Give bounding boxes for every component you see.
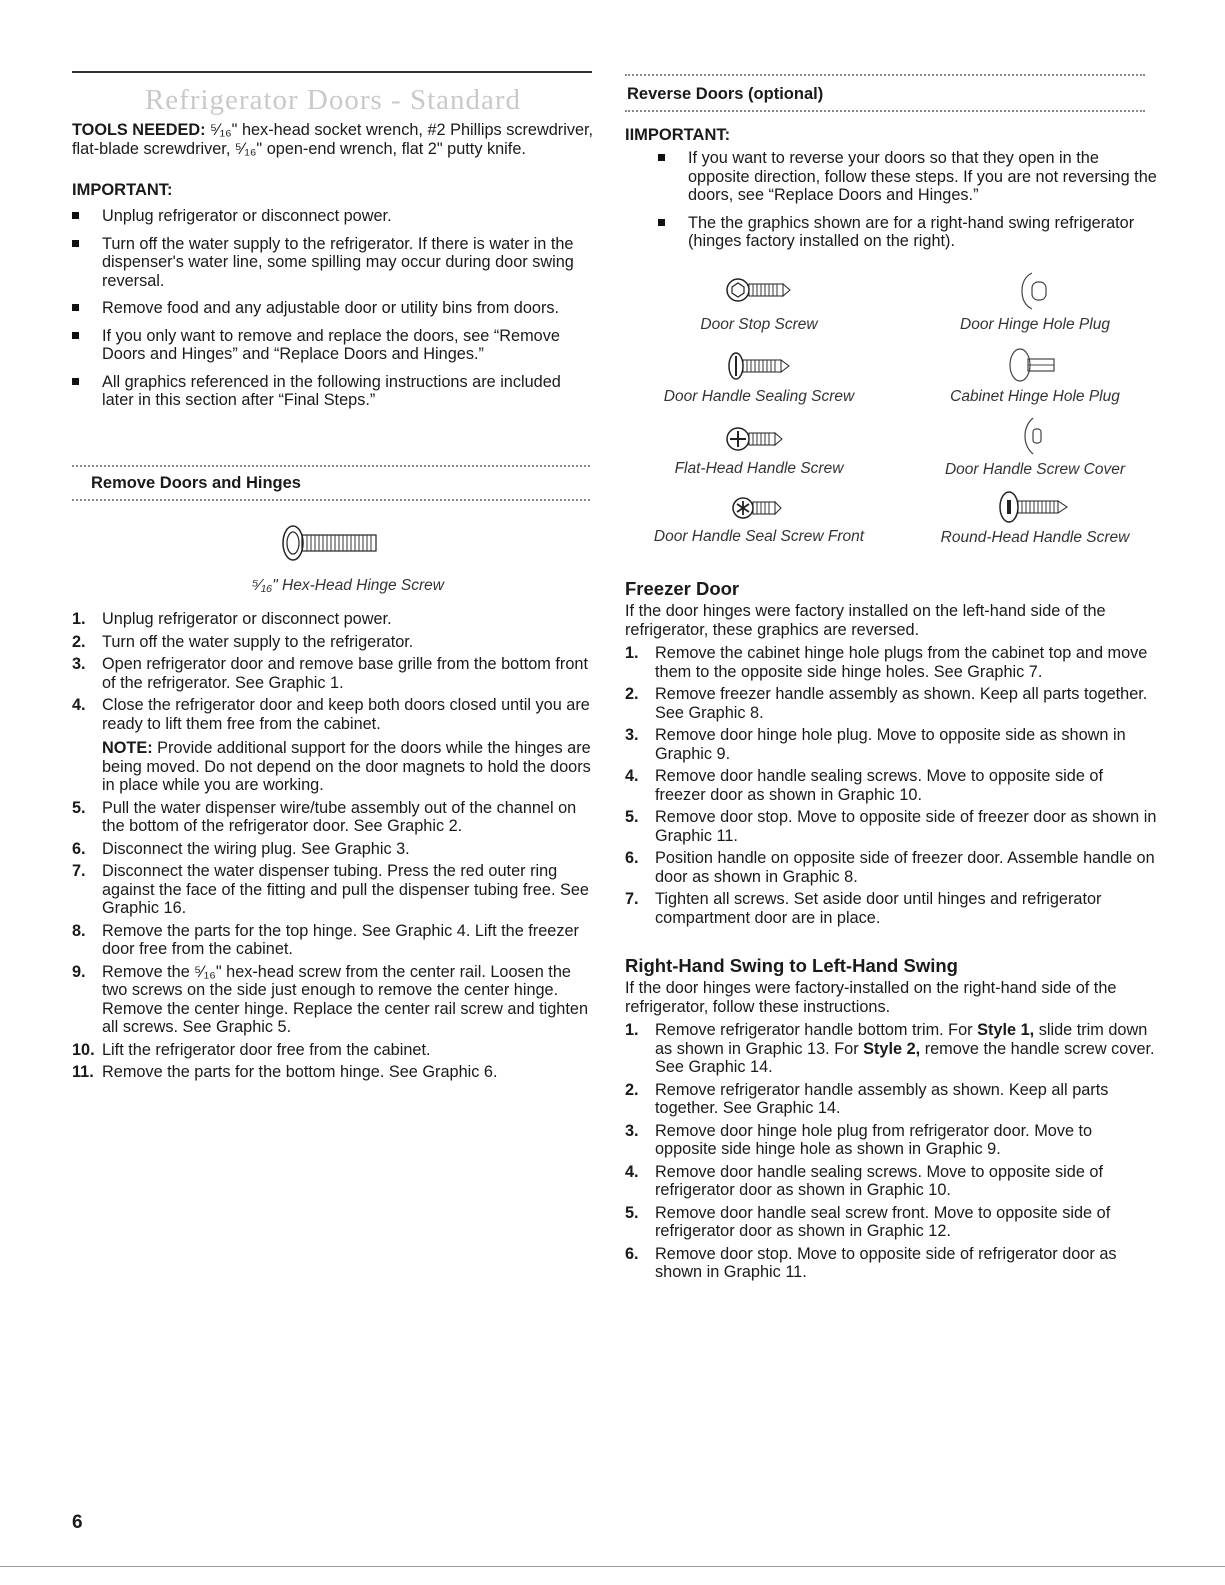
step-item: 5. Pull the water dispenser wire/tube assembly out of the channel on the bottom of the refrigerator door. See Graphic 2.: [72, 798, 577, 835]
list-item: If you only want to remove and replace the doors, see “Remove Doors and Hinges” and “Replace Doors and Hinges.”: [72, 327, 594, 364]
door-handle-seal-screw-front-icon: [729, 490, 789, 526]
step-item: 4. Remove door handle sealing screws. Move to opposite side of refrigerator door as shown in Graphic 10.: [625, 1162, 1103, 1199]
section-rule: [625, 74, 1145, 76]
step-item: 10. Lift the refrigerator door free from the cabinet.: [72, 1040, 431, 1059]
hardware-item: Door Stop Screw: [639, 270, 879, 334]
note: NOTE: Provide additional support for the doors while the hinges are being moved. Do not depend on the door magnets to hold the doors in place while you are working.: [102, 739, 591, 794]
tools-needed: [72, 121, 594, 158]
remove-doors-steps: [72, 610, 594, 1086]
door-stop-screw-icon: [724, 270, 794, 310]
bottom-rule: [0, 1566, 1225, 1567]
step-item: 1. Remove refrigerator handle bottom trim. For Style 1, slide trim down as shown in Graphic 13. For Style 2, remove the handle screw cover. See Graphic 14.: [625, 1021, 1155, 1076]
door-handle-sealing-screw-icon: [724, 348, 794, 384]
list-item: Turn off the water supply to the refrigerator. If there is water in the dispenser's water line, some spilling may occur during door swing reversal.: [72, 235, 594, 291]
important-heading: IMPORTANT:: [72, 181, 173, 199]
step-item: 4. Remove door handle sealing screws. Move to opposite side of freezer door as shown in Graphic 10.: [625, 767, 1103, 804]
freezer-door-heading: Freezer Door: [625, 578, 740, 599]
tools-label: TOOLS NEEDED:: [72, 121, 206, 139]
step-item: 11. Remove the parts for the bottom hinge. See Graphic 6.: [72, 1063, 498, 1081]
cabinet-hinge-hole-plug-icon: [1000, 346, 1070, 384]
door-handle-screw-cover-icon: [1015, 415, 1055, 457]
list-item: If you want to reverse your doors so that they open in the opposite direction, follow these steps. If you are not reversing the doors, see “Replace Doors and Hinges.”: [658, 149, 1158, 205]
step-item: 9. Remove the ⁵⁄₁₆" hex-head screw from the center rail. Loosen the two screws on the side just enough to remove the center hinge. Remove the center hinge. Replace the center rail screw and tighten all screws. See Graphic 5.: [72, 962, 588, 1036]
door-hinge-hole-plug-icon: [1010, 270, 1060, 312]
hardware-item: Door Handle Sealing Screw: [639, 348, 879, 406]
step-item: 6. Disconnect the wiring plug. See Graphic 3.: [72, 839, 410, 858]
flat-head-handle-screw-icon: [724, 420, 794, 458]
hinge-screw-figure: [72, 521, 594, 595]
bullet-icon: [658, 154, 665, 161]
step-item: 2. Remove refrigerator handle assembly as shown. Keep all parts together. See Graphic 14.: [625, 1080, 1109, 1117]
step-item: 5. Remove door handle seal screw front. Move to opposite side of refrigerator door as shown in Graphic 12.: [625, 1203, 1111, 1240]
step-item: 2. Turn off the water supply to the refrigerator.: [72, 632, 414, 651]
step-item: 1. Remove the cabinet hinge hole plugs from the cabinet top and move them to the opposite side hinge holes. See Graphic 7.: [625, 644, 1148, 681]
hardware-item: Flat-Head Handle Screw: [639, 420, 879, 478]
rh-to-lh-heading: Right-Hand Swing to Left-Hand Swing: [625, 955, 958, 976]
rh-to-lh-steps: [625, 1021, 1157, 1286]
bullet-icon: [72, 212, 79, 219]
important-heading: IIMPORTANT:: [625, 126, 731, 144]
step-item: 2. Remove freezer handle assembly as shown. Keep all parts together. See Graphic 8.: [625, 685, 1148, 722]
page-number: 6: [72, 1512, 83, 1533]
important-list: [72, 207, 594, 419]
step-item: 3. Remove door hinge hole plug from refrigerator door. Move to opposite side hinge hole as shown in Graphic 9.: [625, 1121, 1093, 1158]
hardware-item: Door Handle Seal Screw Front: [639, 490, 879, 546]
reverse-important-list: [658, 149, 1158, 260]
step-item: 1. Unplug refrigerator or disconnect power.: [72, 610, 392, 628]
section-rule: [625, 110, 1145, 112]
list-item: The the graphics shown are for a right-hand swing refrigerator (hinges factory installed on the right).: [658, 214, 1158, 251]
step-item: 6. Position handle on opposite side of freezer door. Assemble handle on door as shown in Graphic 8.: [625, 849, 1155, 886]
step-item: 7. Disconnect the water dispenser tubing. Press the red outer ring against the face of the fitting and pull the dispenser tubing free. See Graphic 16.: [72, 862, 589, 917]
hardware-item: Cabinet Hinge Hole Plug: [915, 346, 1155, 406]
hex-head-hinge-screw-icon: [280, 521, 380, 565]
tools-text: ⁵⁄₁₆" hex-head socket wrench, #2 Phillips screwdriver, flat-blade screwdriver, ⁵⁄₁₆" open-end wrench, flat 2" putty knife.: [72, 121, 594, 158]
step-item: 8. Remove the parts for the top hinge. See Graphic 4. Lift the freezer door free from the cabinet.: [72, 921, 579, 958]
list-item: Unplug refrigerator or disconnect power.: [72, 207, 594, 226]
hardware-item: Door Handle Screw Cover: [915, 415, 1155, 479]
bullet-icon: [72, 304, 79, 311]
step-item: 7. Tighten all screws. Set aside door until hinges and refrigerator compartment door are in place.: [625, 890, 1102, 927]
freezer-intro: If the door hinges were factory installed on the left-hand side of the refrigerator, these graphics are reversed.: [625, 602, 1106, 639]
step-item: 4. Close the refrigerator door and keep both doors closed until you are ready to lift them free from the cabinet. NOTE: Provide additional support for the doors while the hinges are being moved. Do not depend on the door magnets to hold the doors in place while you are working.: [72, 696, 594, 795]
bullet-icon: [72, 240, 79, 247]
reverse-doors-heading: Reverse Doors (optional): [627, 85, 824, 103]
section-rule: [72, 465, 590, 467]
step-item: 3. Remove door hinge hole plug. Move to opposite side as shown in Graphic 9.: [625, 726, 1126, 763]
hardware-item: Door Hinge Hole Plug: [915, 270, 1155, 334]
hardware-item: Round-Head Handle Screw: [915, 487, 1155, 547]
step-item: 5. Remove door stop. Move to opposite side of freezer door as shown in Graphic 11.: [625, 808, 1157, 845]
bullet-icon: [658, 219, 665, 226]
figure-caption: ⁵⁄₁₆" Hex-Head Hinge Screw: [252, 577, 444, 594]
rh-to-lh-intro: If the door hinges were factory-installed on the right-hand side of the refrigerator, follow these instructions.: [625, 979, 1117, 1016]
hardware-grid: [625, 270, 1157, 560]
round-head-handle-screw-icon: [995, 487, 1075, 527]
section-rule: [72, 499, 590, 501]
remove-doors-heading: Remove Doors and Hinges: [91, 474, 301, 492]
top-rule-left: [72, 71, 592, 73]
bullet-icon: [72, 378, 79, 385]
freezer-steps: [625, 644, 1157, 931]
bullet-icon: [72, 332, 79, 339]
list-item: Remove food and any adjustable door or utility bins from doors.: [72, 299, 594, 318]
step-item: 6. Remove door stop. Move to opposite side of refrigerator door as shown in Graphic 11.: [625, 1244, 1117, 1281]
list-item: All graphics referenced in the following instructions are included later in this section after “Final Steps.”: [72, 373, 594, 410]
page-title: Refrigerator Doors - Standard: [144, 84, 522, 116]
step-item: 3. Open refrigerator door and remove base grille from the bottom front of the refrigerator. See Graphic 1.: [72, 655, 588, 692]
